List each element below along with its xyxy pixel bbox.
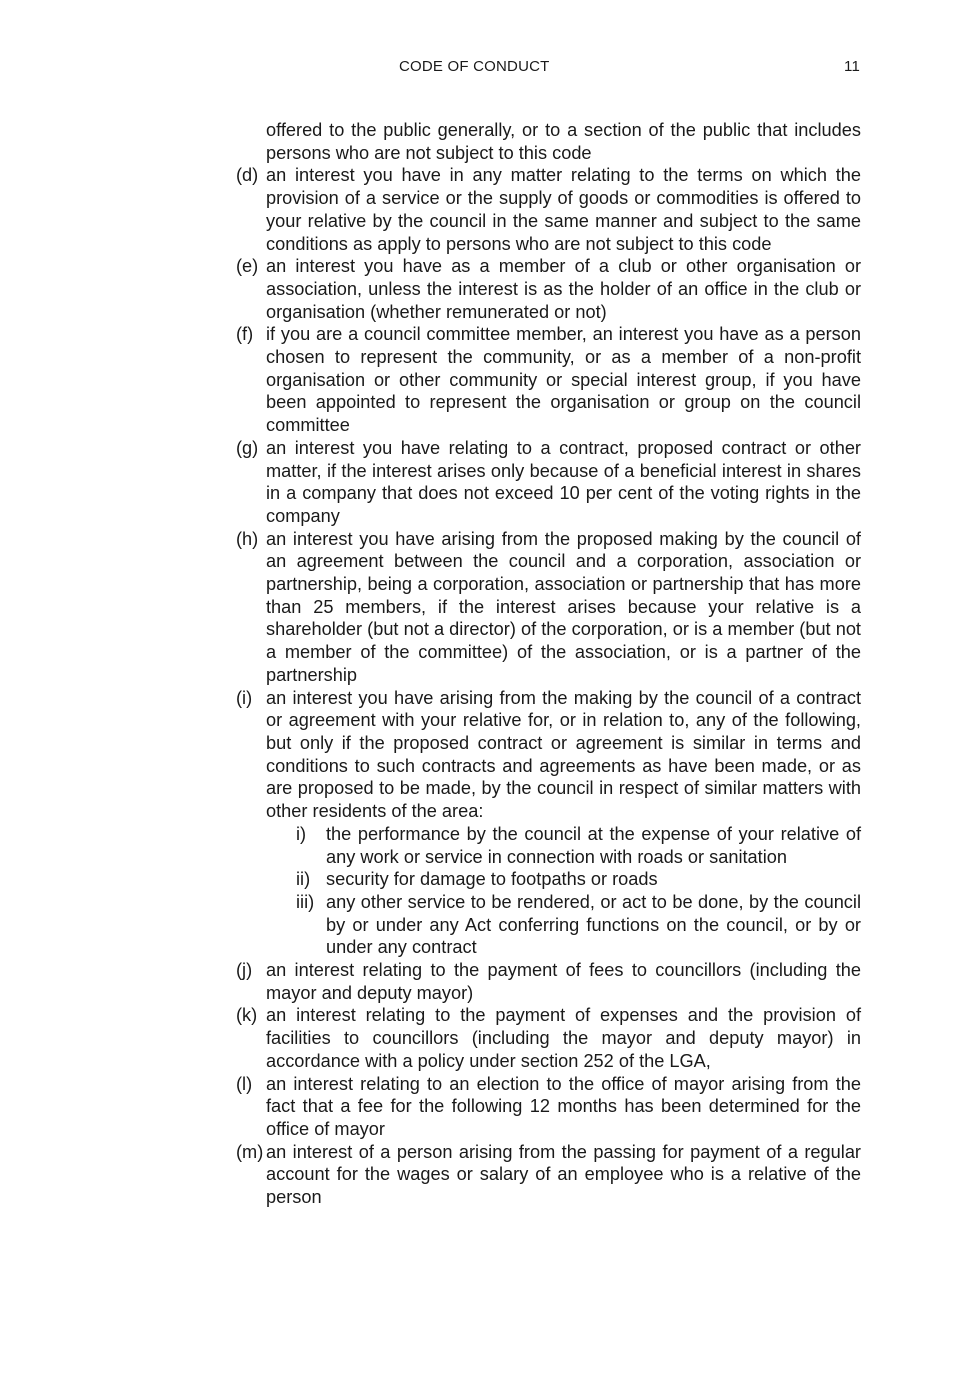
item-text: an interest you have arising from the proposed making by the council of an agreement between the council and a corporation, association or partnership, being a corporation, association or partnership that has more than 25 members, if the interest arises because your relative is a shareholder (but not a director) of the corporation, or is a member (but not a member of the committee) of the association, or is a partner of the partnership xyxy=(266,528,861,685)
subitem-marker: ii) xyxy=(296,869,311,890)
item-marker: (j) xyxy=(236,960,253,981)
subitem-marker: i) xyxy=(296,823,307,844)
item-marker: (h) xyxy=(236,528,259,549)
item-marker: (e) xyxy=(236,256,259,277)
sub-list-item-i xyxy=(236,823,861,868)
list-item-j xyxy=(236,959,861,1004)
header-title: CODE OF CONDUCT xyxy=(399,58,550,75)
item-marker: (k) xyxy=(236,1005,258,1026)
item-marker: (f) xyxy=(236,324,254,345)
item-marker: (l) xyxy=(236,1073,253,1094)
list-item-e xyxy=(236,255,861,323)
item-text: an interest relating to the payment of fees to councillors (including the mayor and deputy mayor) xyxy=(266,960,861,1003)
document-body xyxy=(236,119,861,1209)
list-item-i xyxy=(236,687,861,823)
item-marker: (g) xyxy=(236,437,259,458)
item-text: if you are a council committee member, an interest you have as a person chosen to represent the community, or as a member of a non-profit organisation or other community or special interest group, if you have been appointed to represent the organisation or group on the council committee xyxy=(266,324,861,436)
item-marker: (i) xyxy=(236,687,253,708)
subitem-marker: iii) xyxy=(296,891,315,912)
subitem-text: any other service to be rendered, or act to be done, by the council by or under any Act conferring functions on the council, or by or under any contract xyxy=(326,891,861,958)
list-item-d xyxy=(236,164,861,255)
item-text: an interest you have in any matter relating to the terms on which the provision of a service or the supply of goods or commodities is offered to your relative by the council in the same manner and subject to the same conditions as apply to persons who are not subject to this code xyxy=(266,165,861,254)
list-item-h xyxy=(236,528,861,687)
item-text: an interest you have relating to a contract, proposed contract or other matter, if the interest arises only because of a beneficial interest in shares in a company that does not exceed 10 per cent of the voting rights in the company xyxy=(266,437,861,526)
list-item-g xyxy=(236,437,861,528)
page-header xyxy=(0,58,979,80)
list-item-f xyxy=(236,323,861,437)
sub-list-item-iii xyxy=(236,891,861,959)
item-marker: (m) xyxy=(236,1141,264,1162)
item-text: an interest of a person arising from the passing for payment of a regular account for the wages or salary of an employee who is a relative of the person xyxy=(266,1141,861,1208)
list-item-m xyxy=(236,1141,861,1209)
item-marker: (d) xyxy=(236,165,259,186)
list-item-l xyxy=(236,1073,861,1141)
item-text: an interest you have arising from the making by the council of a contract or agreement with your relative for, or in relation to, any of the following, but only if the proposed contract or agreement is similar in terms and conditions to such contracts and agreements as have been made, or as are proposed to be made, by the council in respect of similar matters with other residents of the area: xyxy=(266,687,861,822)
sub-list-item-ii xyxy=(236,868,861,891)
list-item-k xyxy=(236,1004,861,1072)
subitem-text: security for damage to footpaths or roads xyxy=(326,869,658,890)
item-text: an interest relating to an election to the office of mayor arising from the fact that a fee for the following 12 months has been determined for the office of mayor xyxy=(266,1073,861,1139)
continuation-paragraph: offered to the public generally, or to a section of the public that includes persons who are not subject to this code xyxy=(266,120,861,163)
item-text: an interest you have as a member of a club or other organisation or association, unless the interest is as the holder of an office in the club or organisation (whether remunerated or not) xyxy=(266,256,861,322)
subitem-text: the performance by the council at the expense of your relative of any work or service in connection with roads or sanitation xyxy=(326,823,861,867)
page-number: 11 xyxy=(844,58,860,75)
item-text: an interest relating to the payment of expenses and the provision of facilities to councillors (including the mayor and deputy mayor) in accordance with a policy under section 252 of the LGA, xyxy=(266,1005,861,1071)
